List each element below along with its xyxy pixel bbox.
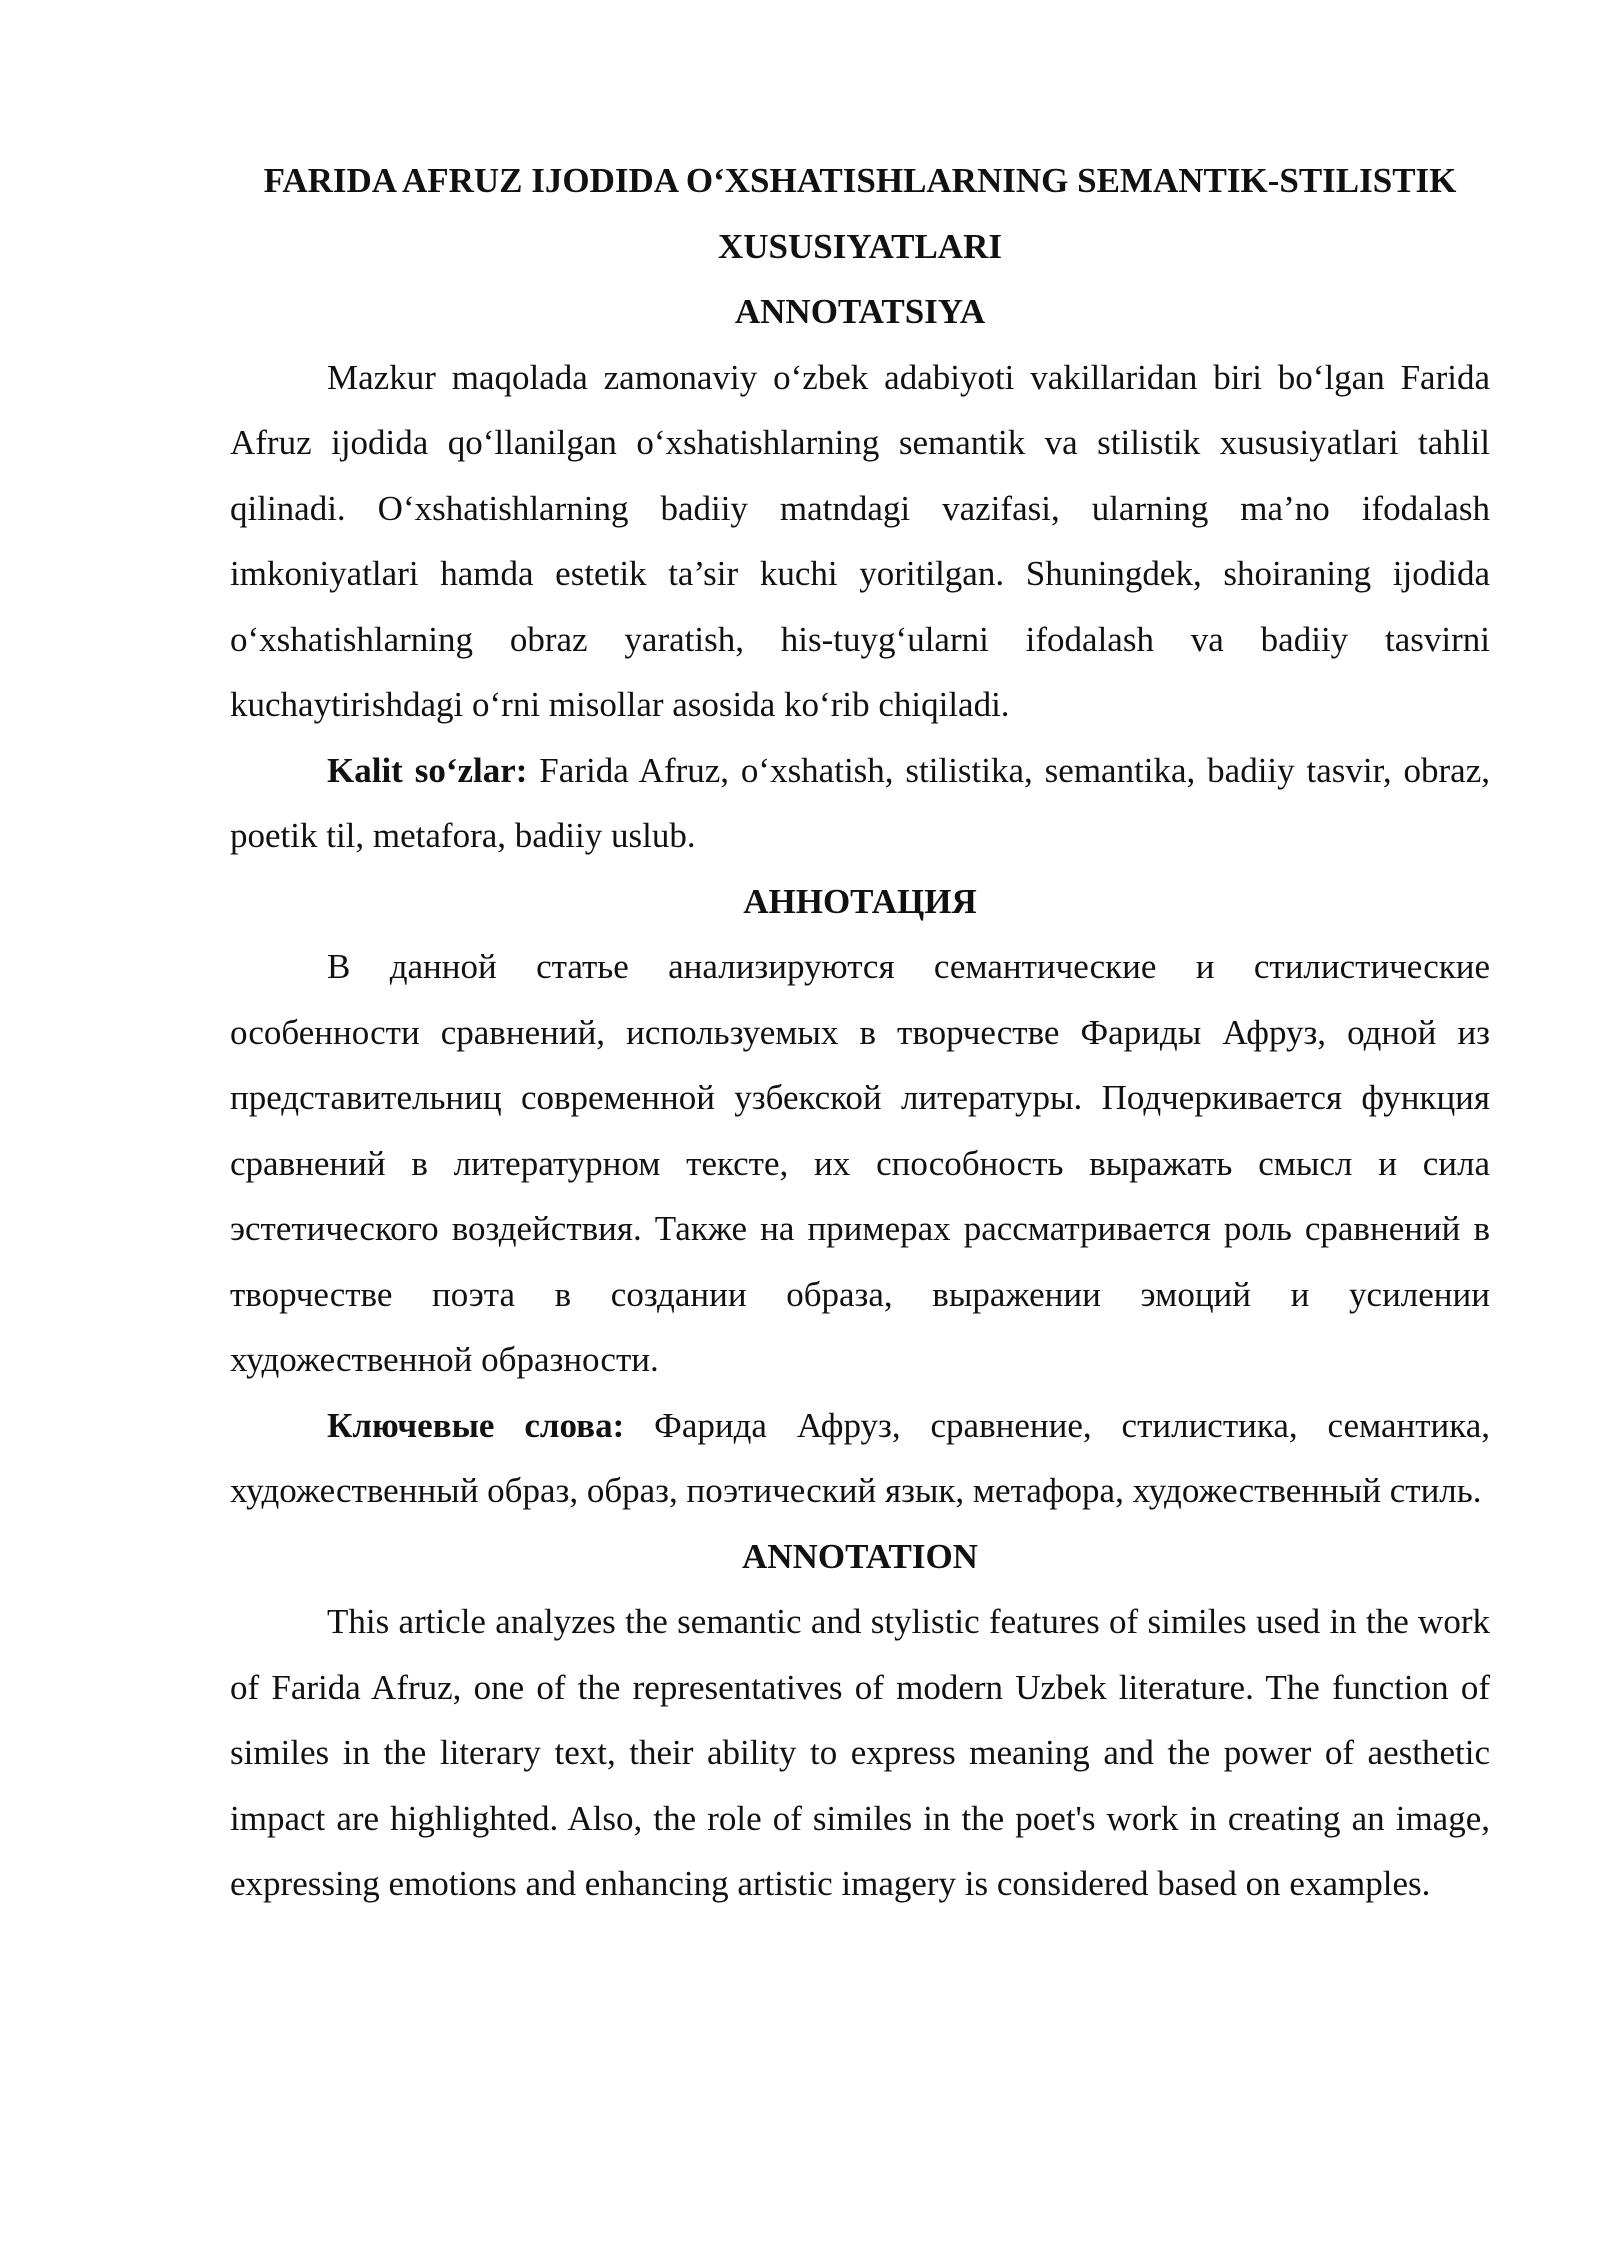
heading-annotatsiya-russian: АННОТАЦИЯ: [743, 881, 977, 921]
heading-annotatsiya: ANNOTATSIYA: [734, 292, 986, 331]
keywords-uzbek: [230, 738, 1490, 869]
heading-annotation-english: ANNOTATION: [742, 1536, 978, 1576]
abstract-uzbek: Mazkur maqolada zamonaviy o‘zbek adabiyoti vakillaridan biri bo‘lgan Farida Afruz ijodida qo‘llanilgan o‘xshatishlarning semantik va stilistik xususiyatlari tahlil qilinadi. O‘xshatishlarning badiiy matndagi vazifasi, ularning ma’no ifodalash imkoniyatlari hamda estetik ta’sir kuchi yoritilgan. Shuningdek, shoiraning ijodida o‘xshatishlarning obraz yaratish, his-tuyg‘ularni ifodalash va badiiy tasvirni kuchaytirishdagi o‘rni misollar asosida ko‘rib chiqiladi.: [230, 357, 1490, 724]
keywords-text-uzbek: Farida Afruz, o‘xshatish, stilistika, semantika, badiiy tasvir, obraz, poetik til, metafora, badiiy uslub.: [230, 750, 1490, 855]
keywords-text-russian: Фарида Афруз, сравнение, стилистика, семантика, художественный образ, образ, поэтический язык, метафора, художественный стиль.: [230, 1405, 1490, 1510]
keywords-label-russian: Ключевые слова:: [327, 1405, 625, 1445]
keywords-russian: [230, 1393, 1490, 1524]
article-body: [230, 148, 1490, 1917]
keywords-label-uzbek: Kalit so‘zlar:: [327, 750, 528, 790]
abstract-english: This article analyzes the semantic and stylistic features of similes used in the work of Farida Afruz, one of the representatives of modern Uzbek literature. The function of similes in the literary text, their ability to express meaning and the power of aesthetic impact are highlighted. Also, the role of similes in the poet's work in creating an image, expressing emotions and enhancing artistic imagery is considered based on examples.: [230, 1602, 1490, 1903]
abstract-russian: В данной статье анализируются семантические и стилистические особенности сравнений, используемых в творчестве Фариды Афруз, одной из представительниц современной узбекской литературы. Подчеркивается функция сравнений в литературном тексте, их способность выражать смысл и сила эстетического воздействия. Также на примерах рассматривается роль сравнений в творчестве поэта в создании образа, выражении эмоций и усилении художественной образности.: [230, 947, 1490, 1379]
article-title: FARIDA AFRUZ IJODIDA O‘XSHATISHLARNING SEMANTIK-STILISTIK XUSUSIYATLARI: [263, 161, 1457, 266]
